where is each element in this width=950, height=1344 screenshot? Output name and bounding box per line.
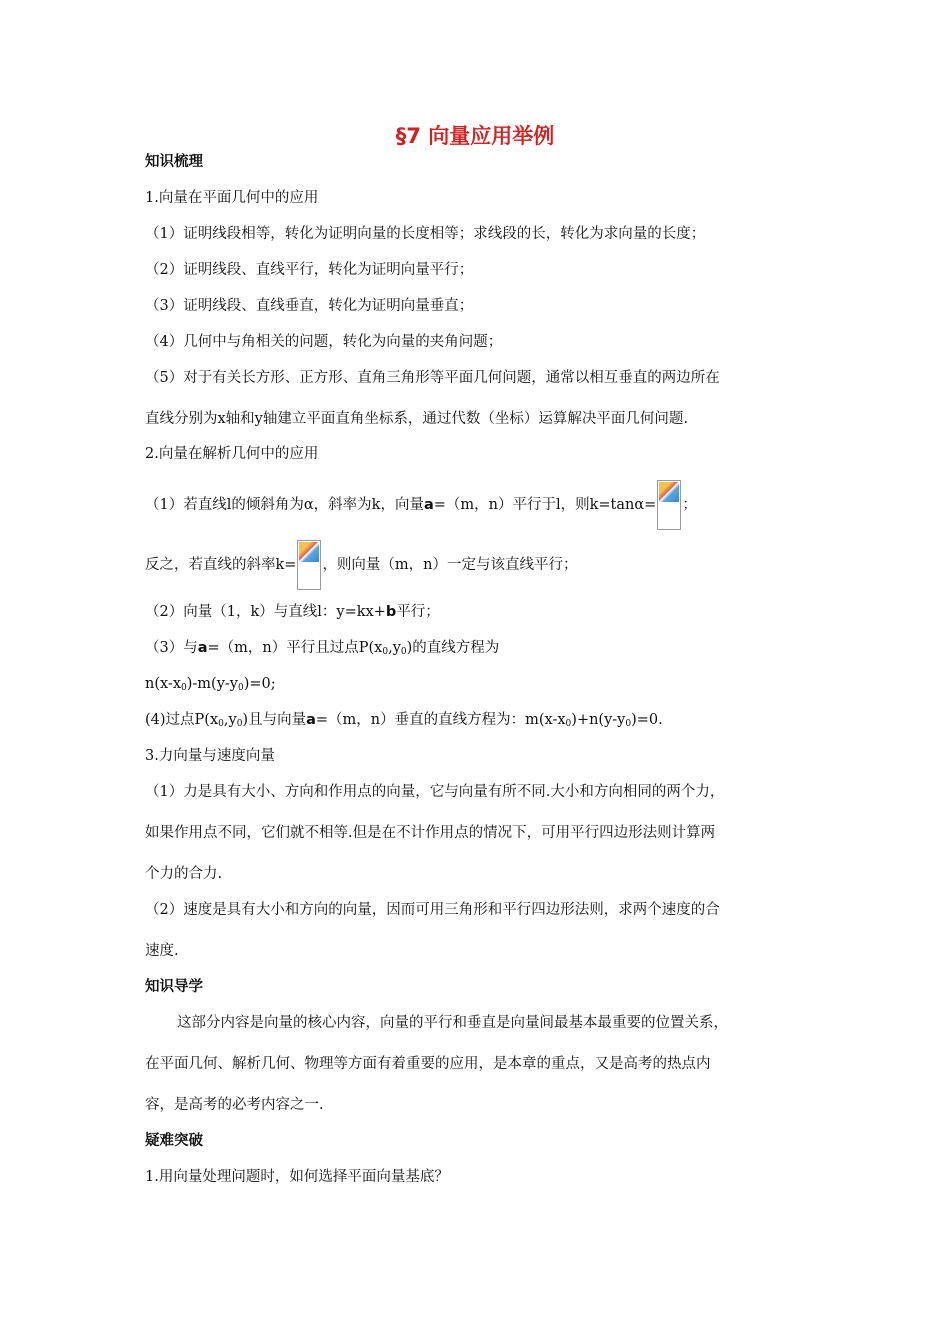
text-span: n(x-x (145, 676, 181, 692)
paragraph-line: 如果作用点不同，它们就不相等.但是在不计作用点的情况下，可用平行四边形法则计算两 (145, 825, 716, 841)
text-span: （3）与 (145, 640, 198, 656)
paragraph-line: （2）证明线段、直线平行，转化为证明向量平行； (145, 262, 474, 278)
text-span: =（m，n）垂直的直线方程为：m(x-x (315, 712, 566, 728)
vector-symbol: a (197, 640, 208, 656)
text-span: )-m(y-y (186, 676, 238, 692)
image-thumbnail (299, 542, 319, 562)
text-span: ,y (388, 640, 401, 656)
subscript: 0 (237, 683, 244, 693)
paragraph-line: 直线分别为x轴和y轴建立平面直角坐标系，通过代数（坐标）运算解决平面几何问题. (145, 411, 688, 427)
paragraph-line (145, 602, 440, 622)
paragraph-line: （4）几何中与角相关的问题，转化为向量的夹角问题； (145, 334, 503, 350)
paragraph-line: （2）速度是具有大小和方向的向量，因而可用三角形和平行四边形法则，求两个速度的合 (145, 902, 720, 918)
paragraph-line: 容，是高考的必考内容之一. (145, 1097, 324, 1113)
text-span: =（m，n）平行且过点P(x (207, 640, 383, 656)
page-title: §7 向量应用举例 (395, 124, 555, 148)
paragraph-line: 1.用向量处理问题时，如何选择平面向量基底？ (145, 1169, 449, 1185)
text-span: )=0; (243, 676, 276, 692)
paragraph-line: 1.向量在平面几何中的应用 (145, 190, 319, 206)
broken-image-icon (657, 480, 681, 530)
broken-image-icon (297, 540, 321, 590)
subscript: 0 (236, 719, 243, 729)
text-span: ,y (223, 712, 237, 728)
text-span: （1）若直线l的倾斜角为α，斜率为k，向量 (145, 497, 424, 513)
text-span: （2）向量（1，k）与直线l：y=kx+ (145, 604, 386, 620)
text-span: =（m，n）平行于l，则k=tanα= (433, 497, 657, 513)
paragraph-line: 个力的合力. (145, 866, 223, 882)
paragraph-line (145, 480, 697, 530)
section-heading-knowledge: 知识梳理 (145, 154, 203, 170)
vector-symbol: a (306, 712, 316, 728)
text-span: (4)过点P(x (145, 712, 219, 728)
section-heading-difficulties: 疑难突破 (145, 1133, 203, 1149)
paragraph-line (145, 674, 276, 698)
paragraph-line: 这部分内容是向量的核心内容，向量的平行和垂直是向量间最基本最重要的位置关系， (177, 1015, 728, 1031)
text-span: )=0. (631, 712, 663, 728)
paragraph-line: 速度. (145, 943, 179, 959)
section-heading-guide: 知识导学 (145, 979, 203, 995)
vector-symbol: b (385, 604, 397, 620)
vector-symbol: a (423, 497, 434, 513)
paragraph-line: 2.向量在解析几何中的应用 (145, 446, 319, 462)
paragraph-line (145, 540, 578, 590)
paragraph-line: （1）力是具有大小、方向和作用点的向量，它与向量有所不同.大小和方向相同的两个力， (145, 784, 725, 800)
subscript: 0 (181, 683, 187, 693)
subscript: 0 (565, 719, 572, 729)
paragraph-line: （5）对于有关长方形、正方形、直角三角形等平面几何问题，通常以相互垂直的两边所在 (145, 370, 720, 386)
subscript: 0 (625, 719, 632, 729)
paragraph-line: 3.力向量与速度向量 (145, 748, 275, 764)
text-span: )且与向量 (242, 712, 307, 728)
paragraph-line (145, 710, 663, 734)
text-span: )+n(y-y (571, 712, 626, 728)
subscript: 0 (218, 719, 224, 729)
text-span: 平行； (396, 604, 440, 620)
image-thumbnail (659, 482, 679, 502)
subscript: 0 (382, 647, 389, 657)
subscript: 0 (400, 647, 407, 657)
paragraph-line (145, 638, 499, 662)
paragraph-line: 在平面几何、解析几何、物理等方面有着重要的应用，是本章的重点，又是高考的热点内 (145, 1056, 711, 1072)
paragraph-line: （3）证明线段、直线垂直，转化为证明向量垂直； (145, 298, 474, 314)
text-span: 反之，若直线的斜率k= (145, 557, 297, 573)
paragraph-line: （1）证明线段相等，转化为证明向量的长度相等；求线段的长，转化为求向量的长度； (145, 226, 706, 242)
text-span: ，则向量（m，n）一定与该直线平行； (322, 557, 578, 573)
text-span: ； (682, 497, 697, 513)
text-span: )的直线方程为 (406, 640, 500, 656)
